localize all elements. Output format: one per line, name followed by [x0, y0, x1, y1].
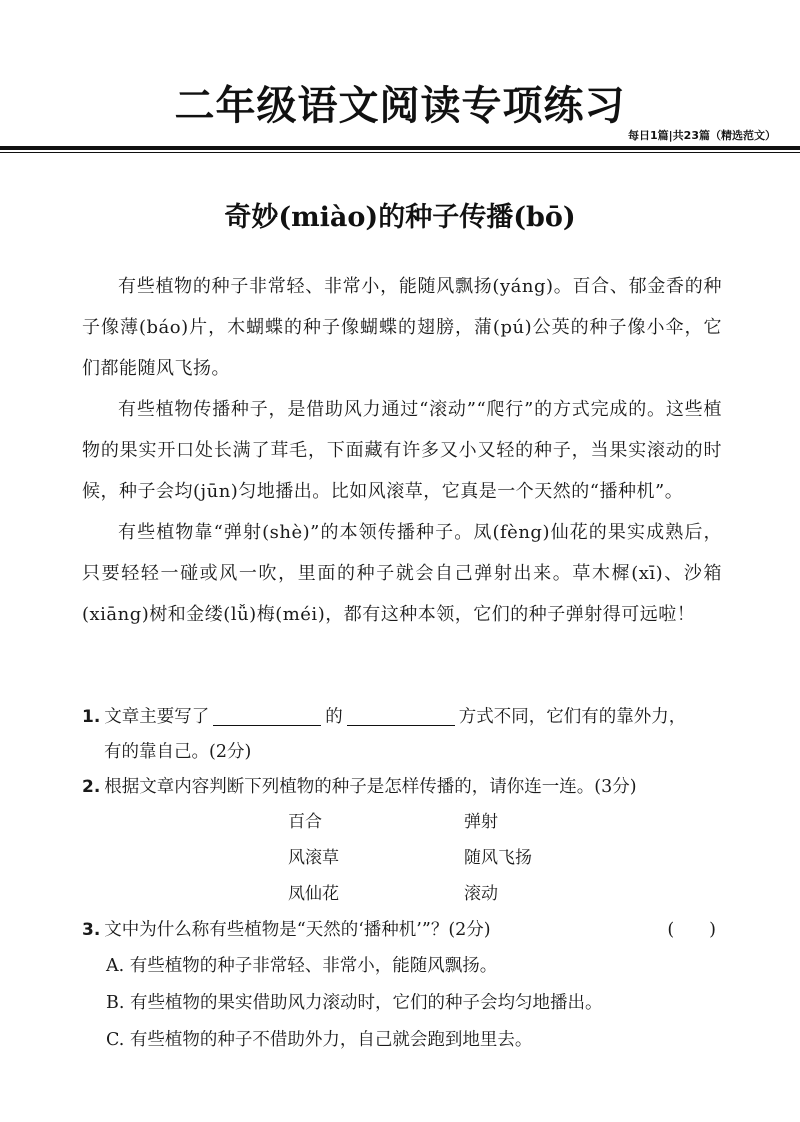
series-info: 每日1篇|共23篇（精选范文） — [628, 129, 776, 142]
questions-section — [82, 700, 722, 1059]
option-b[interactable]: B. 有些植物的果实借助风力滚动时，它们的种子会均匀地播出。 — [106, 993, 603, 1013]
article-title: 奇妙(miào)的种子传播(bō) — [224, 202, 576, 233]
paragraph-2: 有些植物传播种子，是借助风力通过“滚动”“爬行”的方式完成的。这些植物的果实开口处长满了茸毛，下面藏有许多又小又轻的种子，当果实滚动的时候，种子会均(jūn)匀地播出。比如风滚草，它真是一个天然的“播种机”。 — [82, 399, 722, 502]
paragraph-3: 有些植物靠“弹射(shè)”的本领传播种子。凤(fèng)仙花的果实成熟后，只要轻轻一碰或风一吹，里面的种子就会自己弹射出来。草木樨(xī)、沙箱(xiāng)树和金缕(lǚ)梅(méi)，都有这种本领，它们的种子弹射得可远啦！ — [82, 522, 722, 625]
match-left-item[interactable]: 百合 — [288, 812, 322, 832]
article-body — [82, 266, 722, 635]
header-rule-thin — [0, 152, 800, 153]
question-1 — [82, 700, 722, 735]
match-left-item[interactable]: 风滚草 — [288, 848, 339, 868]
header-rule-thick — [0, 146, 800, 150]
question-2-number: 2. — [82, 777, 101, 797]
matching-exercise — [82, 805, 722, 913]
question-3 — [82, 913, 722, 948]
answer-parentheses[interactable]: ( ) — [667, 920, 716, 940]
answer-blank-2[interactable] — [347, 703, 455, 726]
question-1-continuation: 有的靠自己。(2分) — [104, 742, 252, 762]
question-2-text: 根据文章内容判断下列植物的种子是怎样传播的，请你连一连。(3分) — [104, 777, 637, 797]
question-1-text-b: 的 — [325, 707, 343, 727]
option-a[interactable]: A. 有些植物的种子非常轻、非常小，能随风飘扬。 — [106, 956, 498, 976]
match-right-item[interactable]: 弹射 — [464, 812, 498, 832]
question-1-text-a: 文章主要写了 — [104, 707, 210, 727]
question-3-text: 文中为什么称有些植物是“天然的‘播种机’”？(2分) — [104, 920, 491, 940]
paragraph-1: 有些植物的种子非常轻、非常小，能随风飘扬(yáng)。百合、郁金香的种子像薄(báo)片，木蝴蝶的种子像蝴蝶的翅膀，蒲(pú)公英的种子像小伞，它们都能随风飞扬。 — [82, 276, 722, 379]
worksheet-title: 二年级语文阅读专项练习 — [174, 83, 626, 129]
match-left-item[interactable]: 凤仙花 — [288, 884, 339, 904]
question-1-text-c: 方式不同，它们有的靠外力， — [458, 707, 687, 727]
question-2 — [82, 770, 722, 805]
answer-blank-1[interactable] — [213, 703, 321, 726]
match-right-item[interactable]: 随风飞扬 — [464, 848, 532, 868]
question-1-number: 1. — [82, 707, 101, 727]
question-3-number: 3. — [82, 920, 101, 940]
match-right-item[interactable]: 滚动 — [464, 884, 498, 904]
option-c[interactable]: C. 有些植物的种子不借助外力，自己就会跑到地里去。 — [106, 1030, 533, 1050]
